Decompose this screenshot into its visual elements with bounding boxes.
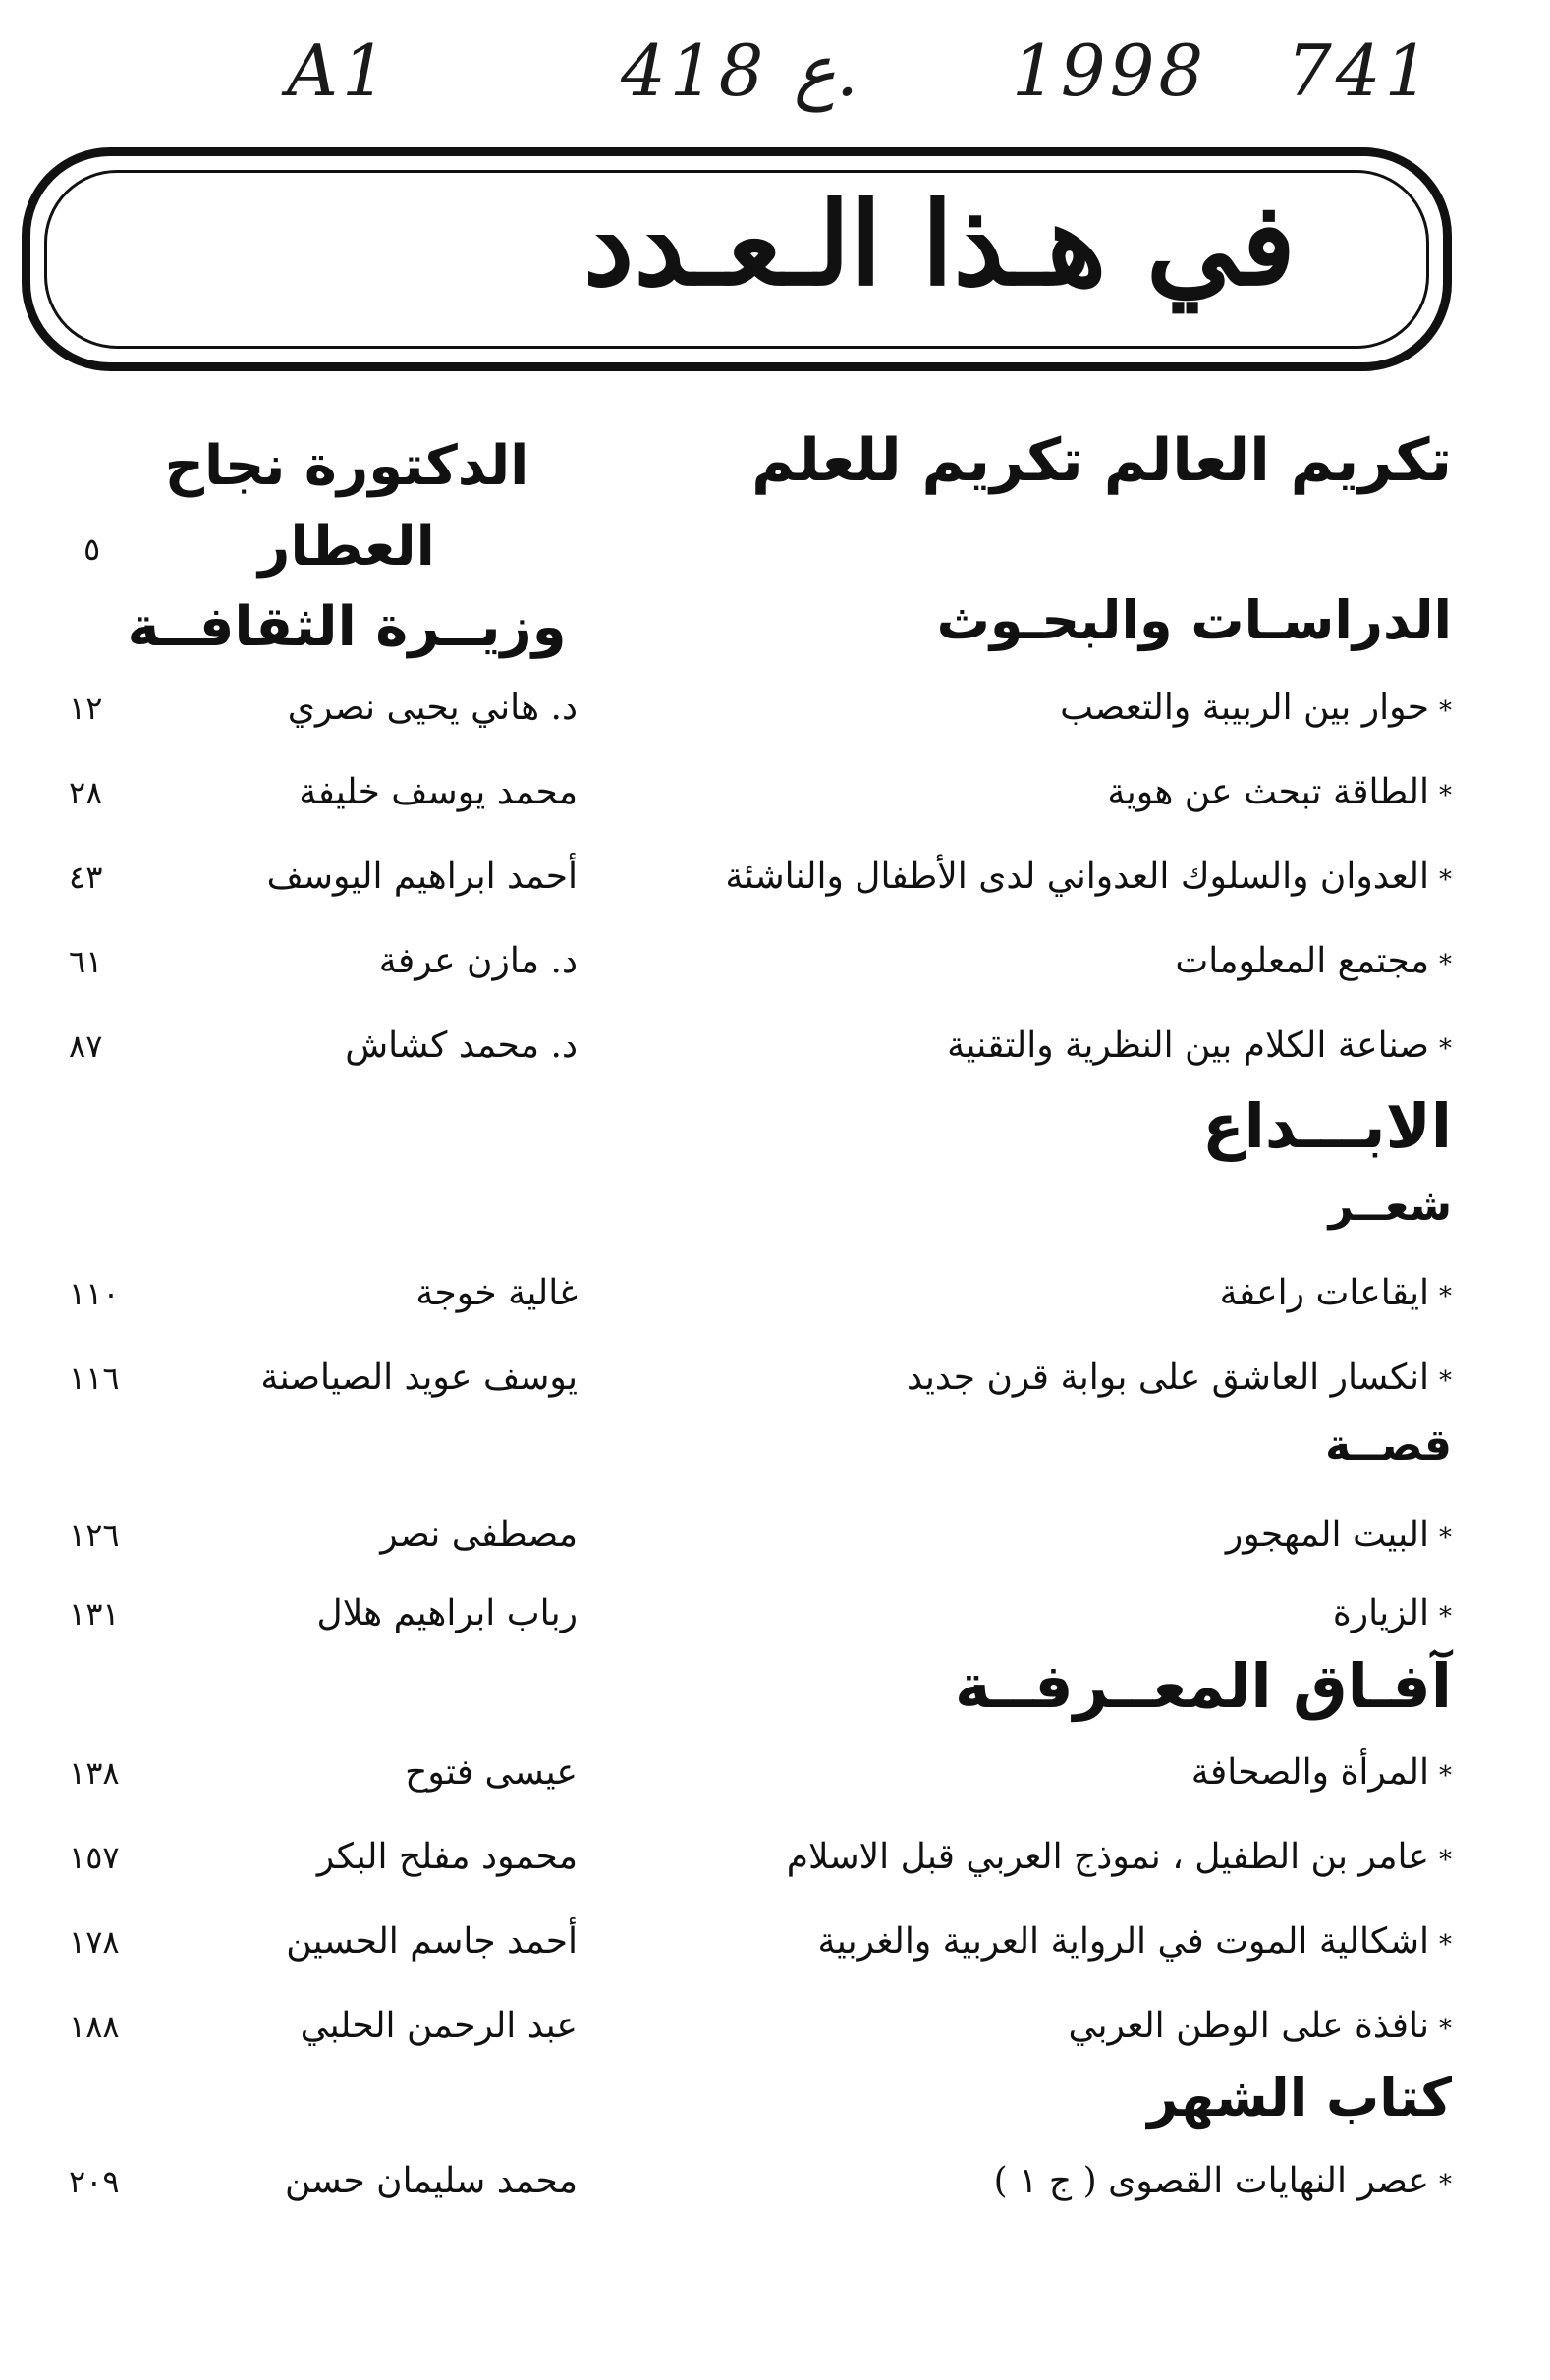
entry-title-text: اشكالية الموت في الرواية العربية والغربية (817, 1921, 1429, 1962)
entry-title-text: مجتمع المعلومات (1175, 941, 1429, 981)
bullet-star-icon: * (1439, 1602, 1452, 1632)
entry-page: ٤٣ (69, 858, 103, 896)
entry-author: د. هاني يحيى نصري (287, 688, 578, 728)
entry-author: غالية خوجة (415, 1273, 578, 1313)
entry-title (787, 1837, 1452, 1877)
entry-page: ١١٦ (69, 1359, 120, 1397)
entry-title-text: المرأة والصحافة (1190, 1752, 1429, 1793)
entry-title (1107, 772, 1452, 812)
entry-page: ١١٠ (69, 1275, 120, 1312)
entry-title (1175, 941, 1452, 981)
entry-page: ١٨٨ (69, 2008, 120, 2045)
entry-page: ٢٠٩ (69, 2163, 120, 2200)
entry-page: ١٢ (69, 690, 103, 727)
lead-article-page: ٥ (83, 530, 101, 568)
bullet-star-icon: * (1439, 1846, 1452, 1875)
entry-author: عبد الرحمن الحلبي (300, 2006, 578, 2046)
entry-title-text: انكسار العاشق على بوابة قرن جديد (906, 1357, 1429, 1398)
entry-title (1220, 1273, 1452, 1313)
entry-page: ١٣٨ (69, 1754, 120, 1792)
bullet-star-icon: * (1439, 950, 1452, 979)
toc-entry (0, 1752, 1550, 1811)
section-book-heading: كتاب الشهر (1147, 2067, 1452, 2129)
lead-article-title: تكريم العالم تكريم للعلم (751, 426, 1452, 495)
entry-author: يوسف عويد الصياصنة (260, 1357, 578, 1398)
entry-title-text: العدوان والسلوك العدواني لدى الأطفال والناشئة (725, 857, 1429, 897)
page-title: في هـذا الـعـدد (582, 178, 1296, 311)
lead-author-role: وزيــرة الثقافــة (127, 595, 567, 659)
entry-page: ٢٨ (69, 774, 103, 811)
entry-author: رباب ابراهيم هلال (316, 1593, 578, 1633)
entry-title-text: صناعة الكلام بين النظرية والتقنية (947, 1025, 1429, 1066)
toc-entry (0, 941, 1550, 1000)
toc-entry (0, 688, 1550, 747)
entry-author: عيسى فتوح (405, 1752, 578, 1793)
toc-entry (0, 857, 1550, 915)
toc-entry (0, 1273, 1550, 1332)
bullet-star-icon: * (1439, 865, 1452, 895)
entry-page: ١٢٦ (69, 1517, 120, 1554)
entry-title-text: الزيارة (1332, 1593, 1429, 1633)
entry-title-text: ايقاعات راعفة (1219, 1273, 1429, 1313)
entry-author: أحمد ابراهيم اليوسف (266, 857, 578, 897)
section-story-heading: قصــة (1325, 1420, 1452, 1470)
bullet-star-icon: * (1439, 696, 1452, 726)
bullet-star-icon: * (1439, 781, 1452, 810)
entry-page: ١٥٧ (69, 1839, 120, 1876)
entry-page: ٨٧ (69, 1027, 103, 1065)
section-poetry-heading: شعــر (1328, 1181, 1452, 1231)
entry-title (1226, 1515, 1452, 1555)
bullet-star-icon: * (1439, 1282, 1452, 1311)
entry-title (907, 1357, 1452, 1398)
entry-title-text: البيت المهجور (1225, 1515, 1429, 1555)
entry-title (725, 857, 1452, 897)
entry-title (817, 1921, 1452, 1962)
bullet-star-icon: * (1439, 1761, 1452, 1791)
entry-author: د. مازن عرفة (378, 941, 578, 981)
entry-title-text: الطاقة تبحث عن هوية (1107, 772, 1429, 812)
section-creativity-heading: الابـــداع (1202, 1090, 1452, 1162)
bullet-star-icon: * (1439, 2015, 1452, 2044)
entry-title (1333, 1593, 1452, 1633)
section-horizons-heading: آفـاق المعــرفــة (955, 1650, 1452, 1722)
lead-article-author (116, 426, 578, 668)
entry-author: محمد يوسف خليفة (299, 772, 578, 812)
entry-author: مصطفى نصر (380, 1515, 578, 1555)
bullet-star-icon: * (1439, 1930, 1452, 1960)
bullet-star-icon: * (1439, 1366, 1452, 1396)
toc-entry (0, 1921, 1550, 1980)
entry-title (994, 2161, 1452, 2201)
handwritten-year: 1998 (1012, 29, 1208, 112)
handwritten-letter: ع. (794, 29, 858, 112)
toc-entry (0, 2161, 1550, 2220)
toc-entry (0, 1025, 1550, 1084)
bullet-star-icon: * (1439, 1523, 1452, 1553)
entry-author: أحمد جاسم الحسين (286, 1921, 578, 1962)
entry-title-text: عامر بن الطفيل ، نموذج العربي قبل الاسلام (786, 1837, 1429, 1877)
entry-title (1068, 2006, 1452, 2046)
entry-title-text: عصر النهايات القصوى ( ج ١ ) (993, 2161, 1429, 2201)
bullet-star-icon: * (1439, 1034, 1452, 1064)
entry-author: محمد سليمان حسن (284, 2161, 578, 2201)
bullet-star-icon: * (1439, 2170, 1452, 2199)
toc-entry (0, 2006, 1550, 2065)
entry-page: ١٣١ (69, 1595, 120, 1633)
toc-entry (0, 772, 1550, 831)
entry-title-text: حوار بين الربيبة والتعصب (1060, 688, 1429, 728)
entry-title (1191, 1752, 1452, 1793)
entry-page: ٦١ (69, 943, 103, 980)
toc-entry (0, 1593, 1550, 1652)
toc-entry (0, 1357, 1550, 1416)
toc-entry (0, 1837, 1550, 1896)
lead-author-name: الدكتورة نجاح العطار (164, 434, 529, 579)
section-studies-heading: الدراسـات والبحـوث (936, 589, 1452, 651)
handwritten-issue-number: 418 (621, 29, 768, 112)
entry-title-text: نافذة على الوطن العربي (1068, 2006, 1429, 2046)
entry-title (1060, 688, 1452, 728)
handwritten-number: 741 (1287, 29, 1434, 112)
entry-author: محمود مفلح البكر (316, 1837, 578, 1877)
title-frame (22, 147, 1452, 371)
toc-entry (0, 1515, 1550, 1574)
handwritten-code-a: A1 (287, 29, 391, 112)
entry-page: ١٧٨ (69, 1923, 120, 1961)
entry-author: د. محمد كشاش (345, 1025, 578, 1066)
entry-title (947, 1025, 1452, 1066)
